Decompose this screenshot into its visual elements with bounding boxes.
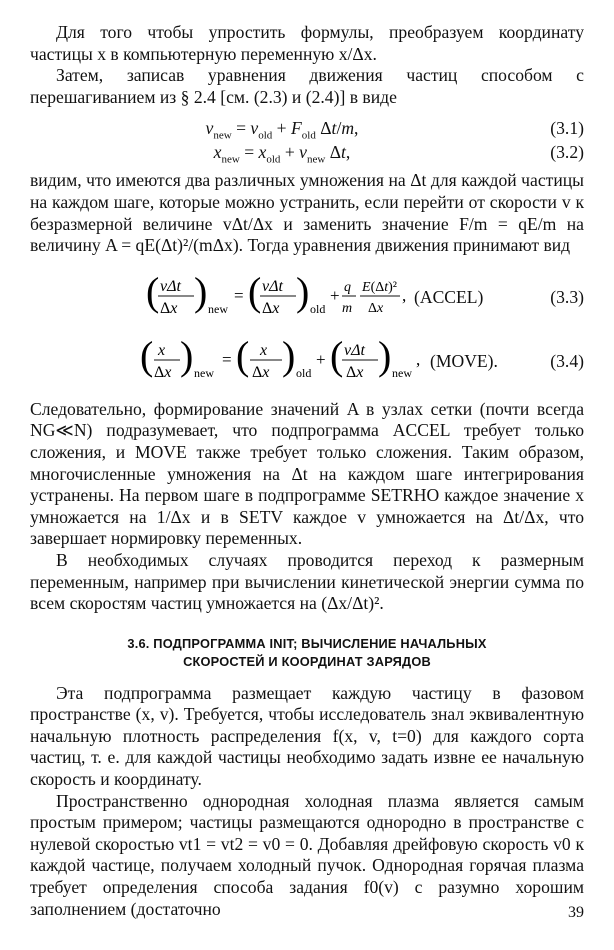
equation-3-3-number: (3.3): [550, 286, 584, 307]
svg-text:+: +: [316, 349, 326, 369]
equation-3-3: [30, 269, 584, 329]
equation-3-3-formula: [140, 269, 460, 329]
equation-3-4-number: (3.4): [550, 350, 584, 371]
svg-text:Δx: Δx: [346, 363, 364, 381]
paragraph-3: видим, что имеются два различных умножения на Δt для каждой частицы на каждом шаге, которые можно устранить, если перейти от скорости v к безразмерной величине vΔt/Δx и заменить значение F/m = qE/m на величину A = qE(Δt)²/(mΔx). Тогда уравнения движения принимают вид: [30, 170, 584, 256]
svg-text:=: =: [234, 285, 244, 305]
equation-3-3-label: (ACCEL): [414, 286, 484, 307]
svg-text:old: old: [310, 301, 326, 316]
svg-text:m: m: [342, 300, 353, 316]
paragraph-4: Следовательно, формирование значений A в узлах сетки (почти всегда NG≪N) подразумевает, что подпрограмма ACCEL требует только сложения, и MOVE также требует только сложения. Таким образом, многочисленные умножения на Δt на каждом шаге интегрирования устранены. На первом шаге в подпрограмме SETRHO каждое значение x умножается на 1/Δx и в SETV каждое v умножается на Δt/Δx, что завершает нормировку переменных.: [30, 398, 584, 549]
svg-text:=: =: [222, 349, 232, 369]
equation-3-1-number: (3.1): [550, 118, 584, 139]
equation-3-2-number: (3.2): [550, 142, 584, 163]
svg-text:old: old: [296, 365, 312, 380]
section-heading-line-2: СКОРОСТЕЙ И КООРДИНАТ ЗАРЯДОВ: [183, 653, 431, 669]
svg-text:vΔt: vΔt: [344, 341, 365, 359]
document-page: [30, 22, 584, 920]
equation-3-2-formula: $x_{new} = x_{old} + v_{new}$ Δt,: [213, 142, 351, 166]
svg-text:+: +: [330, 285, 340, 305]
paragraph-7: Пространственно однородная холодная плазма является самым простым примером; частицы размещаются однородно в пространстве с нулевой скоростью vt1 = vt2 = v0 = 0. Добавляя дрейфовую скорость v0 к каждой частице, получаем холодный пучок. Однородная горячая плазма требует определения способа задания f0(v) с разумно хорошим заполнением (достаточно: [30, 790, 584, 919]
svg-text:,: ,: [416, 349, 421, 369]
svg-text:(: (: [330, 332, 344, 378]
paragraph-5: В необходимых случаях проводится переход к размерным переменным, например при вычислении кинетической энергии сумма по всем скоростям частиц умножается на (Δx/Δt)².: [30, 549, 584, 614]
svg-text:Δx: Δx: [252, 363, 270, 381]
svg-text:(: (: [236, 332, 250, 378]
paragraph-2: Затем, записав уравнения движения частиц способом с перешагиванием из § 2.4 [см. (2.3) и (2.4)] в виде: [30, 65, 584, 107]
svg-text:(: (: [140, 332, 154, 378]
svg-text:E(Δt)²: E(Δt)²: [362, 279, 397, 295]
svg-text:Δx: Δx: [368, 300, 384, 316]
equation-3-4-label: (MOVE).: [430, 350, 498, 371]
svg-text:Δx: Δx: [160, 299, 178, 317]
paragraph-6: Эта подпрограмма размещает каждую частицу в фазовом пространстве (x, v). Требуется, чтобы исследователь знал эквивалентную начальную плотность распределения f(x, v, t=0) для каждого сорта частиц, т. е. для каждой частицы необходимо задать извне ее начальную скорость и координату.: [30, 682, 584, 790]
section-heading: [30, 635, 584, 671]
paragraph-1: Для того чтобы упростить формулы, преобразуем координату частицы x в компьютерную переменную x/Δx.: [30, 22, 584, 64]
svg-text:): ): [194, 268, 208, 314]
equation-3-1-formula: $v_{new} = v_{old} + F_{old}$ Δt/m,: [205, 118, 359, 142]
equation-3-2: [30, 140, 584, 164]
svg-text:): ): [282, 332, 296, 378]
svg-text:Δx: Δx: [154, 363, 172, 381]
equation-3-4-formula: [140, 333, 460, 393]
section-heading-line-1: 3.6. ПОДПРОГРАММА INIT; ВЫЧИСЛЕНИЕ НАЧАЛЬНЫХ: [127, 635, 487, 651]
svg-text:x: x: [260, 341, 268, 359]
svg-text:,: ,: [402, 285, 407, 305]
svg-text:vΔt: vΔt: [262, 277, 283, 295]
svg-text:q: q: [344, 279, 351, 295]
svg-text:(: (: [248, 268, 262, 314]
equation-3-1: [30, 116, 584, 140]
svg-text:): ): [296, 268, 310, 314]
svg-text:new: new: [208, 301, 228, 316]
page-number: 39: [568, 904, 584, 921]
svg-text:x: x: [158, 341, 166, 359]
svg-text:vΔt: vΔt: [160, 277, 181, 295]
svg-text:new: new: [194, 365, 214, 380]
equation-3-4: [30, 333, 584, 393]
svg-text:Δx: Δx: [262, 299, 280, 317]
svg-text:(: (: [146, 268, 160, 314]
svg-text:): ): [378, 332, 392, 378]
svg-text:): ): [180, 332, 194, 378]
svg-text:new: new: [392, 365, 412, 380]
